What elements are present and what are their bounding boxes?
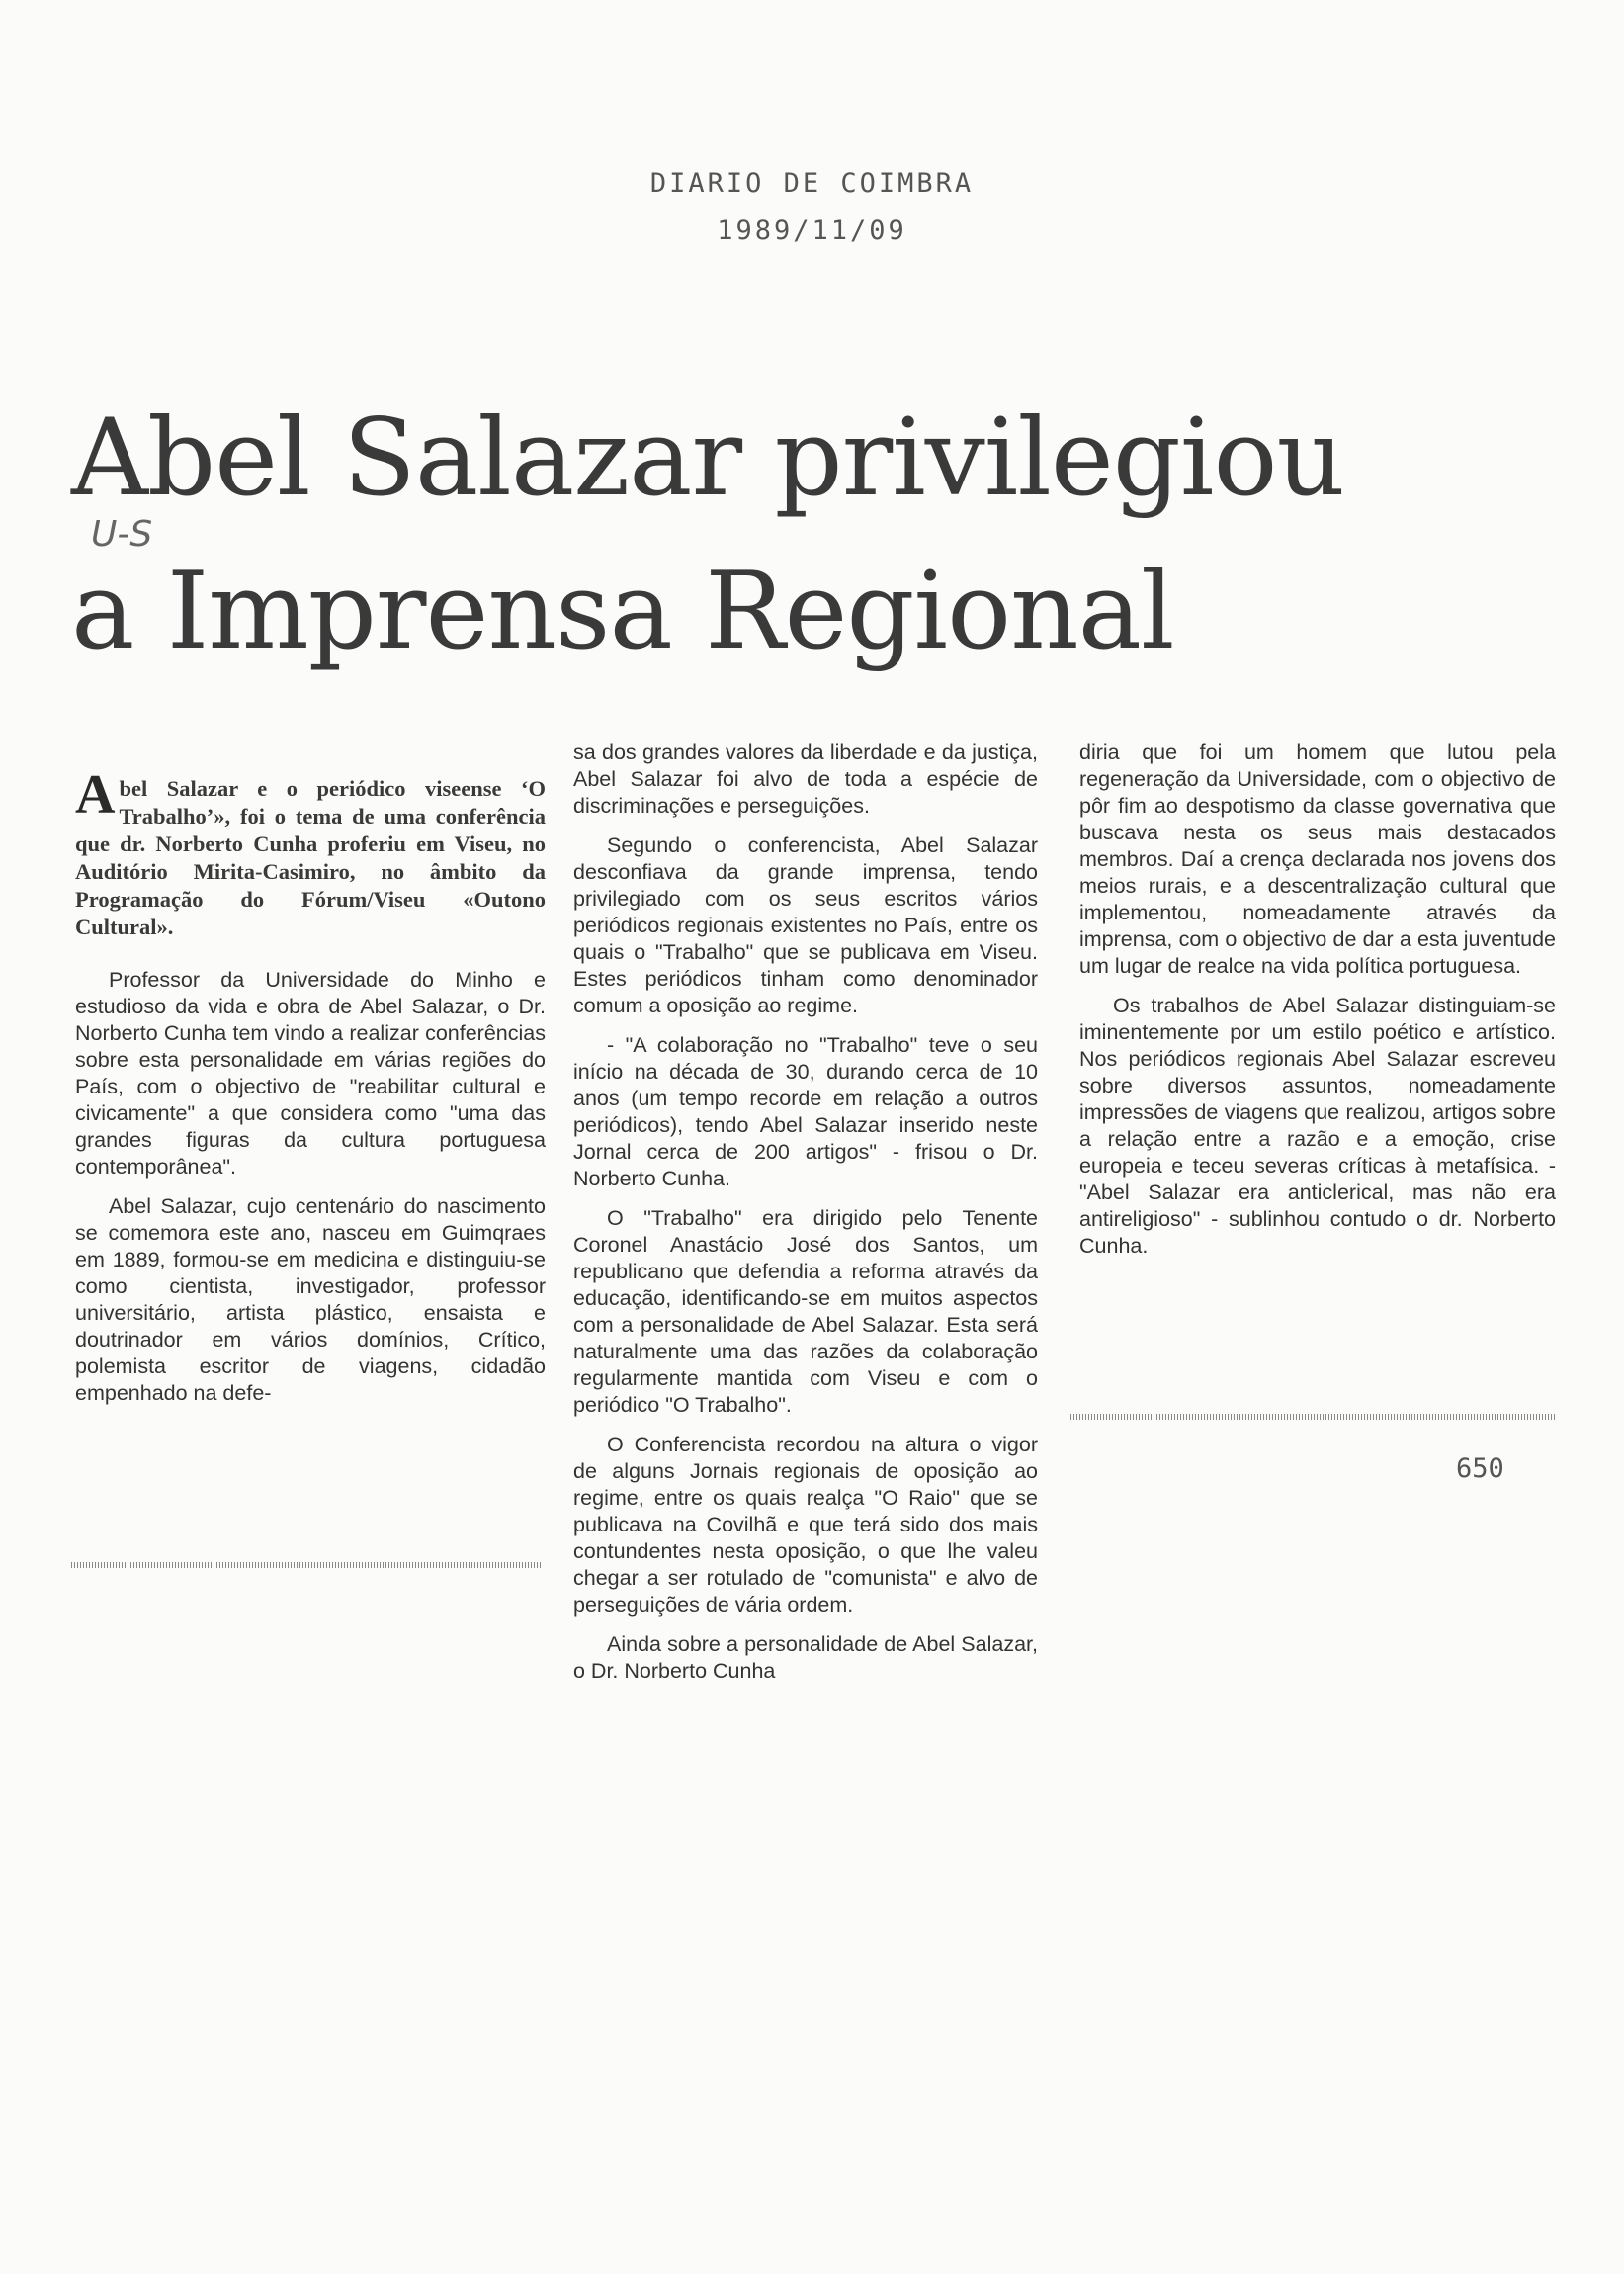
article-end-rule <box>1068 1414 1557 1420</box>
column-end-rule <box>71 1562 542 1568</box>
headline-line-2: a Imprensa Regional <box>71 550 1174 673</box>
lead-text: bel Salazar e o periódico viseense ‘O Trabalho’», foi o tema de uma conferência que dr. Norberto Cunha proferiu em Viseu, no Auditório Mirita-Casimiro, no âmbito da Programação do Fórum/Viseu «Outono Cultural». <box>75 776 546 939</box>
paragraph: Segundo o conferencista, Abel Salazar desconfiava da grande imprensa, tendo privilegiado com os seus escritos vários periódicos regionais existentes no País, entre os quais o "Trabalho" que se publicava em Viseu. Estes periódicos tinham como denominador comum a oposição ao regime. <box>573 833 1038 1017</box>
lead-paragraph <box>75 764 546 941</box>
paragraph: sa dos grandes valores da liberdade e da justiça, Abel Salazar foi alvo de toda a espécie de discriminações e perseguições. <box>573 741 1038 818</box>
paragraph: Professor da Universidade do Minho e estudioso da vida e obra de Abel Salazar, o Dr. Norberto Cunha tem vindo a realizar conferências sobre esta personalidade em várias regiões do País, com o objectivo de "reabilitar cultural e civicamente" a que considera como "uma das grandes figuras da cultura portuguesa contemporânea". <box>75 968 546 1179</box>
paragraph: - "A colaboração no "Trabalho" teve o seu início na década de 30, durando cerca de 10 anos (um tempo recorde em relação a outros periódicos), tendo Abel Salazar inserido neste Jornal cerca de 200 artigos" - frisou o Dr. Norberto Cunha. <box>573 1033 1038 1190</box>
article-column-1 <box>75 740 546 1420</box>
page-number: 650 <box>1456 1453 1504 1484</box>
drop-cap: A <box>75 764 116 826</box>
paragraph: Os trabalhos de Abel Salazar distinguiam-se iminentemente por um estilo poético e artístico. Nos periódicos regionais Abel Salazar escreveu sobre diversos assuntos, nomeadamente impressões de viagens que realizou, artigos sobre a relação entre a razão e a emoção, crise europeia e teceu severas críticas à metafísica. -"Abel Salazar era anticlerical, mas não era antireligioso" - sublinhou contudo o dr. Norberto Cunha. <box>1079 994 1556 1258</box>
article-column-3 <box>1079 740 1556 1272</box>
paragraph: diria que foi um homem que lutou pela regeneração da Universidade, com o objectivo de pôr fim ao despotismo da classe governativa que buscava nesta os seus mais destacados membros. Daí a crença declarada nos jovens dos meios rurais, e a descentralização cultural que implementou, nomeadamente através da imprensa, com o objectivo de dar a esta juventude um lugar de realce na vida política portuguesa. <box>1079 741 1556 978</box>
paragraph: O Conferencista recordou na altura o vigor de alguns Jornais regionais de oposição ao regime, entre os quais realça "O Raio" que se publicava na Covilhã e que terá sido dos mais contundentes nesta oposição, o que lhe valeu chegar a ser rotulado de "comunista" e alvo de perseguições de vária ordem. <box>573 1433 1038 1617</box>
headline-line-1: Abel Salazar privilegiou <box>71 396 1345 520</box>
article-column-2 <box>573 740 1038 1698</box>
source-stamp: DIARIO DE COIMBRA <box>649 168 975 199</box>
handwritten-note: U-S <box>91 514 153 555</box>
paragraph: Ainda sobre a personalidade de Abel Salazar, o Dr. Norberto Cunha <box>573 1632 1038 1683</box>
date-stamp: 1989/11/09 <box>717 216 907 246</box>
paragraph: Abel Salazar, cujo centenário do nascimento se comemora este ano, nasceu em Guimqraes em 1889, formou-se em medicina e distinguiu-se como cientista, investigador, professor universitário, artista plástico, ensaista e doutrinador em vários domínios, Crítico, polemista escritor de viagens, cidadão empenhado na defe- <box>75 1194 546 1405</box>
paragraph: O "Trabalho" era dirigido pelo Tenente Coronel Anastácio José dos Santos, um republicano que defendia a reforma através da educação, identificando-se em muitos aspectos com a personalidade de Abel Salazar. Esta será naturalmente uma das razões da colaboração regularmente mantida com Viseu e com o periódico "O Trabalho". <box>573 1206 1038 1417</box>
